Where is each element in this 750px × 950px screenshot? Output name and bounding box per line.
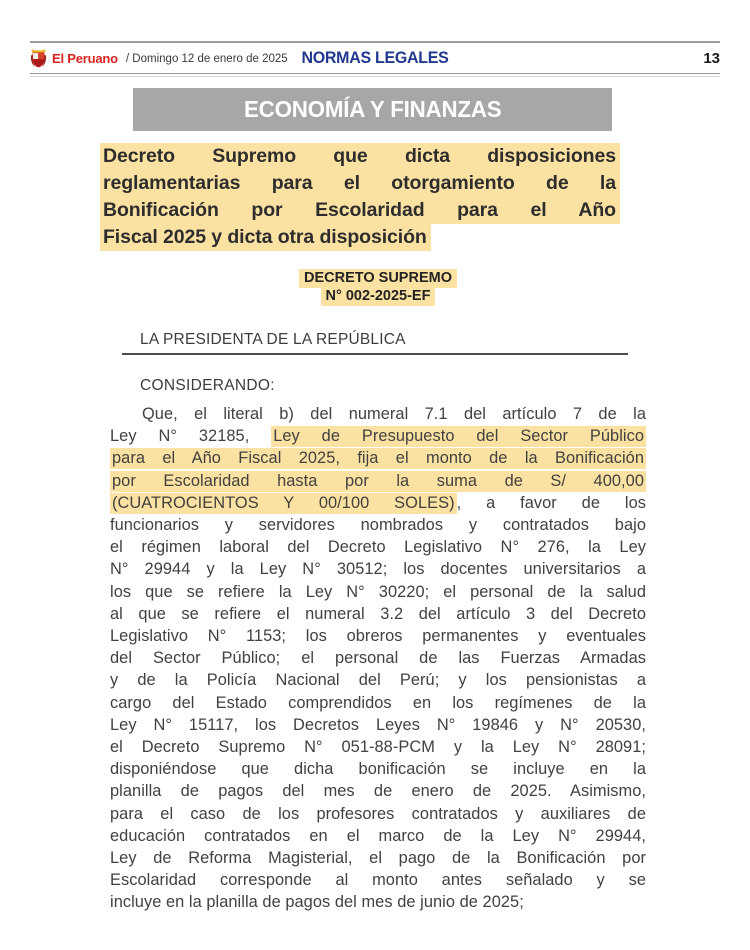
highlighted-text: (CUATROCIENTOS Y 00/100 SOLES): [112, 493, 455, 512]
text-segment: , a favor de los: [456, 493, 646, 512]
highlighted-text: N° 002-2025-EF: [321, 287, 436, 306]
body-text-line: [110, 558, 646, 580]
considering-label: CONSIDERANDO:: [140, 377, 275, 394]
body-text-line: [110, 425, 646, 447]
decree-heading-line: [110, 287, 646, 305]
body-text-line: [110, 825, 646, 847]
decree-heading-line: [110, 269, 646, 287]
body-text-line: [110, 536, 646, 558]
authority-underline: [122, 353, 628, 355]
text-segment: Ley N° 32185,: [110, 427, 272, 446]
highlighted-text: para el Año Fiscal 2025, fija el monto de la Bonificación: [112, 449, 644, 468]
highlighted-text: DECRETO SUPREMO: [299, 269, 457, 288]
text-segment: disponiéndose que dicha bonificación se incluye en la: [110, 760, 646, 779]
text-segment: los que se refiere la Ley N° 30220; el personal de la salud: [110, 582, 646, 601]
body-text-line: [110, 647, 646, 669]
brand-group: [30, 48, 288, 69]
article-body: [110, 403, 646, 914]
body-text-line: [110, 403, 646, 425]
masthead-rule-light: [30, 76, 720, 77]
text-segment: Que, el literal b) del numeral 7.1 del artículo 7 de la: [142, 405, 646, 423]
article-title-line: [100, 170, 620, 197]
highlighted-text: Ley de Presupuesto del Sector Público: [273, 427, 644, 446]
text-segment: del Sector Público; el personal de las Fuerzas Armadas: [110, 649, 646, 668]
body-text-line: [110, 803, 646, 825]
body-text-line: [110, 447, 646, 469]
body-text-line: [110, 625, 646, 647]
body-text-line: [110, 492, 646, 514]
text-segment: Ley N° 15117, los Decretos Leyes N° 19846 y N° 20530,: [110, 715, 646, 734]
body-text-line: [110, 780, 646, 802]
text-segment: para el caso de los profesores contratados y auxiliares de: [110, 804, 646, 823]
highlighted-text: por Escolaridad hasta por la suma de S/ 400,00: [112, 471, 644, 490]
section-banner-label: ECONOMÍA Y FINANZAS: [243, 96, 502, 122]
brand-name: El Peruano: [52, 51, 118, 66]
body-text-line: [110, 603, 646, 625]
text-segment: planilla de pagos del mes de enero de 2025. Asimismo,: [110, 782, 646, 801]
masthead: [30, 41, 720, 77]
page-number: 13: [703, 50, 720, 67]
body-text-line: [110, 869, 646, 891]
peru-coat-of-arms-icon: [30, 48, 47, 69]
highlighted-text: Fiscal 2025 y dicta otra disposición: [100, 224, 431, 251]
text-segment: el régimen laboral del Decreto Legislativo N° 276, la Ley: [110, 538, 646, 557]
masthead-row: [30, 43, 720, 73]
text-segment: educación contratados en el marco de la Ley N° 29944,: [110, 826, 646, 845]
text-segment: funcionarios y servidores nombrados y contratados bajo: [110, 516, 646, 535]
section-banner: [133, 88, 612, 131]
masthead-date: / Domingo 12 de enero de 2025: [125, 52, 288, 65]
body-text-line: [110, 692, 646, 714]
body-text-line: [110, 736, 646, 758]
highlighted-text: reglamentarias para el otorgamiento de la: [100, 170, 620, 197]
body-text-line: [110, 669, 646, 691]
text-segment: y de la Policía Nacional del Perú; y los pensionistas a: [110, 671, 646, 690]
highlighted-text: Bonificación por Escolaridad para el Año: [100, 197, 620, 224]
masthead-rule-dark: [30, 73, 720, 74]
body-text-line: [110, 470, 646, 492]
decree-heading: [110, 269, 646, 305]
body-text-line: [110, 891, 646, 913]
text-segment: Escolaridad corresponde al monto antes señalado y se: [110, 871, 646, 890]
text-segment: el Decreto Supremo N° 051-88-PCM y la Ley N° 28091;: [110, 738, 646, 757]
section-title: NORMAS LEGALES: [301, 48, 449, 67]
text-segment: N° 29944 y la Ley N° 30512; los docentes universitarios a: [110, 560, 646, 579]
text-segment: cargo del Estado comprendidos en los regímenes de la: [110, 693, 646, 712]
text-segment: Ley de Reforma Magisterial, el pago de la Bonificación por: [110, 849, 646, 868]
body-text-line: [110, 581, 646, 603]
body-text-line: [110, 847, 646, 869]
body-text-line: [110, 514, 646, 536]
text-segment: incluye en la planilla de pagos del mes de junio de 2025;: [110, 893, 524, 912]
body-text-line: [110, 758, 646, 780]
body-text-line: [110, 714, 646, 736]
highlighted-text: Decreto Supremo que dicta disposiciones: [100, 143, 620, 170]
article-title-line: [100, 224, 620, 251]
article-title-line: [100, 143, 620, 170]
authority-line: LA PRESIDENTA DE LA REPÚBLICA: [140, 331, 406, 348]
text-segment: Legislativo N° 1153; los obreros permanentes y eventuales: [110, 627, 646, 646]
article-title: [100, 143, 620, 251]
article-title-line: [100, 197, 620, 224]
text-segment: al que se refiere el numeral 3.2 del artículo 3 del Decreto: [110, 604, 646, 623]
